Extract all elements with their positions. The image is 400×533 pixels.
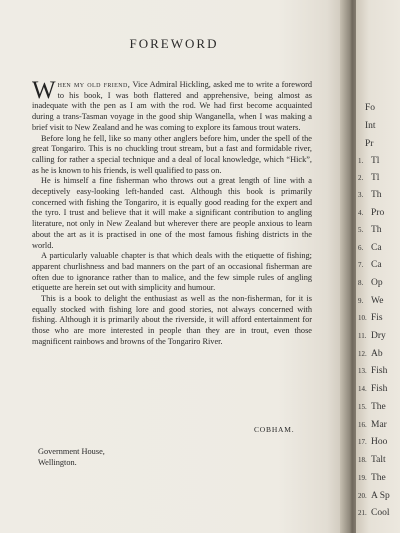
- toc-item: [358, 508, 400, 518]
- toc-item: [365, 103, 400, 113]
- toc-item-title: Int: [365, 121, 376, 131]
- toc-item: [358, 437, 400, 447]
- toc-item-title: Th: [371, 225, 382, 235]
- toc-item-title: Tl: [371, 156, 380, 166]
- toc-item: [365, 139, 400, 149]
- contents-page-fragment: [356, 0, 400, 533]
- toc-item-number: 5.: [358, 226, 364, 234]
- toc-item-title: Th: [371, 190, 382, 200]
- toc-item: [358, 384, 400, 394]
- toc-item: [358, 260, 400, 270]
- toc-item-number: 21.: [358, 509, 367, 517]
- foreword-body: [32, 77, 312, 348]
- paragraph-1: [32, 77, 312, 134]
- toc-item-number: 20.: [358, 492, 367, 500]
- toc-item-number: 6.: [358, 244, 364, 252]
- paragraph-4: A particularly valuable chapter is that which deals with the etiquette of fishing; apparent churlishness and bad manners on the part of an occasional fisherman are often due to ignorance rather than to malice, and the few simple rules of angling etiquette are herein set out with simplicity and humour.: [32, 251, 312, 293]
- opening-words: hen my old friend,: [57, 80, 131, 89]
- toc-item-title: Cool: [371, 508, 390, 518]
- toc-item-title: Fish: [371, 384, 388, 394]
- toc-item-number: 16.: [358, 421, 367, 429]
- toc-item-number: 17.: [358, 438, 367, 446]
- toc-item-number: 8.: [358, 279, 364, 287]
- toc-item: [358, 173, 400, 183]
- paragraph-3: He is himself a fine fisherman who throws out a great length of line with a deceptively easy-looking left-handed cast. Although this book is primarily concerned with fishing the Tongariro, it is equally good reading for the expert and the tyro. I trust and believe that it will make a significant contribution to angling literature, not only in New Zealand but wherever there are people anxious to learn about the art as it is practised in one of the most famous fishing districts in the world.: [32, 176, 312, 250]
- toc-item-title: Dry: [371, 331, 386, 341]
- toc-item-title: Hoo: [371, 437, 388, 447]
- toc-item-title: Fish: [371, 366, 388, 376]
- toc-item-number: 2.: [358, 174, 364, 182]
- toc-item-title: The: [371, 402, 386, 412]
- toc-item: [358, 156, 400, 166]
- toc-item: [365, 121, 400, 131]
- toc-item-number: 7.: [358, 261, 364, 269]
- toc-item: [358, 366, 400, 376]
- address-line-1: Government House,: [38, 447, 105, 456]
- address-block: [38, 446, 105, 468]
- toc-item-number: 11.: [358, 332, 367, 340]
- drop-cap: W: [32, 77, 56, 104]
- toc-item: [358, 296, 400, 306]
- toc-item-title: Pr: [365, 139, 374, 149]
- toc-item-title: Op: [371, 278, 383, 288]
- toc-item-title: Ca: [371, 260, 382, 270]
- toc-item: [358, 349, 400, 359]
- toc-item: [358, 190, 400, 200]
- paragraph-2: Before long he fell, like so many other anglers before him, under the spell of the great Tongariro. This is no chuckling trout stream, but a fast and formidable river, calling for rather a special technique and a deal of local knowledge, which “Hick”, as he is known to his friends, is well qualified to pass on.: [32, 133, 312, 175]
- toc-item-number: 9.: [358, 297, 364, 305]
- toc-item: [358, 243, 400, 253]
- toc-item-number: 12.: [358, 350, 367, 358]
- toc-item-title: Fis: [371, 313, 383, 323]
- toc-item-number: 19.: [358, 474, 367, 482]
- toc-item-title: We: [371, 296, 384, 306]
- toc-item-number: 14.: [358, 385, 367, 393]
- toc-item-title: Tl: [371, 173, 380, 183]
- toc-item-title: A Sp: [371, 491, 390, 501]
- toc-item: [358, 455, 400, 465]
- signature: COBHAM.: [254, 425, 295, 434]
- toc-item-title: Ca: [371, 243, 382, 253]
- toc-item-number: 15.: [358, 403, 367, 411]
- toc-item: [358, 473, 400, 483]
- toc-item: [358, 225, 400, 235]
- toc-item-number: 4.: [358, 209, 364, 217]
- toc-item-title: Pro: [371, 208, 385, 218]
- toc-item-title: Mar: [371, 420, 387, 430]
- toc-item: [358, 313, 400, 323]
- toc-item: [358, 278, 400, 288]
- toc-item-title: Talt: [371, 455, 386, 465]
- toc-item: [358, 208, 400, 218]
- toc-item-number: 3.: [358, 191, 364, 199]
- toc-item-title: Ab: [371, 349, 383, 359]
- toc-item: [358, 420, 400, 430]
- toc-item-number: 13.: [358, 367, 367, 375]
- page-title: FOREWORD: [129, 36, 219, 51]
- toc-item-number: 18.: [358, 456, 367, 464]
- paragraph-5: This is a book to delight the enthusiast as well as the non-fisherman, for it is equally stocked with fishing lore and good stories, not always concerned with fishing. Although it is primarily about the riverside, it will afford entertainment for those who are more interested in people than they are in trout, even those magnificent rainbows and browns of the Tongariro River.: [32, 294, 312, 346]
- toc-item: [358, 331, 400, 341]
- toc-item: [358, 491, 400, 501]
- toc-item: [358, 402, 400, 412]
- address-line-2: Wellington.: [38, 458, 77, 467]
- toc-item-number: 10.: [358, 314, 367, 322]
- paragraph-1-text: Vice Admiral Hickling, asked me to write a foreword to his book, I was both flattered and apprehensive, being almost as inadequate with the pen as I am with the rod. We had first become acquainted during a trans-Tasman voyage in the good ship Wanganella, when I was making a brief visit to New Zealand and he was coming to explore its famous trout waters.: [32, 80, 312, 132]
- toc-item-title: The: [371, 473, 386, 483]
- toc-item-number: 1.: [358, 157, 364, 165]
- toc-item-title: Fo: [365, 103, 376, 113]
